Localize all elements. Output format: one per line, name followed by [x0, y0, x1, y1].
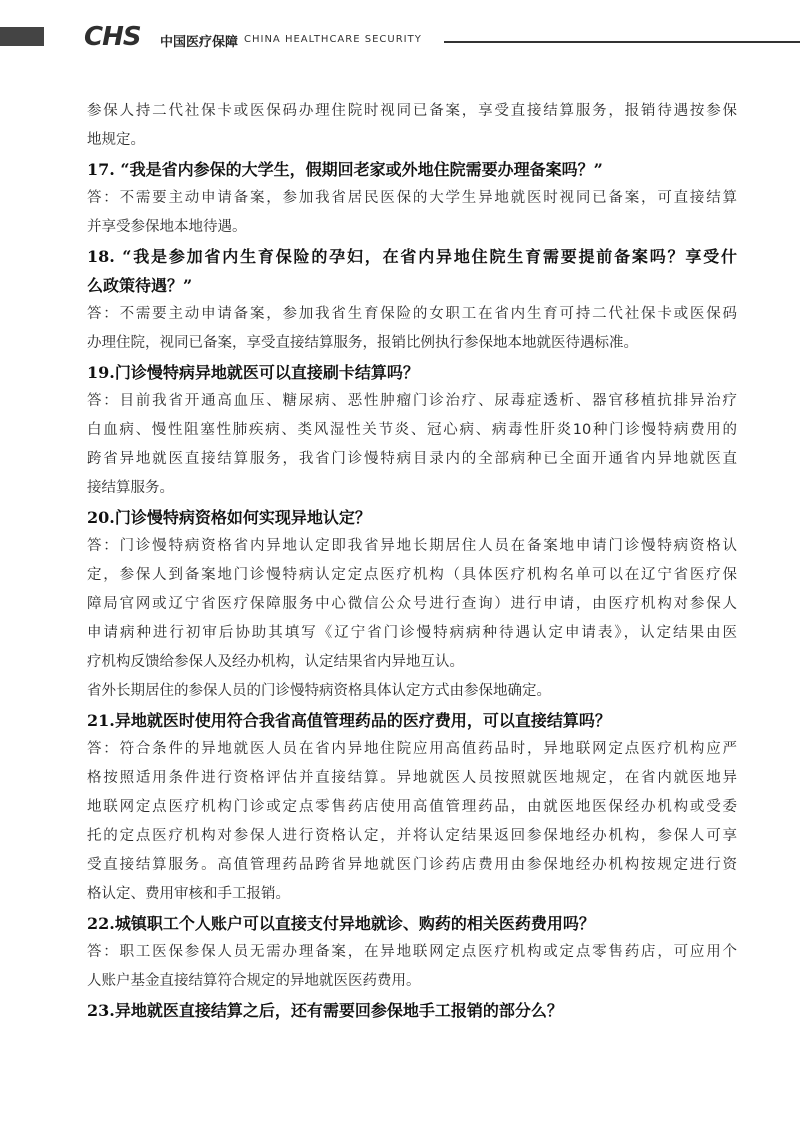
question-line: 23.异地就医直接结算之后，还有需要回参保地手工报销的部分么？ [87, 1001, 563, 1020]
answer-line: 接结算服务。 [87, 480, 174, 496]
question-line: 18. “我是参加省内生育保险的孕妇，在省内异地住院生育需要提前备案吗？享受什 [87, 247, 737, 266]
answer-line: 白血病、慢性阻塞性肺疾病、类风湿性关节炎、冠心病、病毒性肝炎10种门诊慢特病费用的 [87, 422, 737, 438]
question-line: 19.门诊慢特病异地就医可以直接刷卡结算吗？ [87, 363, 419, 382]
answer-line: 地联网定点医疗机构门诊或定点零售药店使用高值管理药品，由就医地医保经办机构或受委 [87, 799, 737, 815]
answer-line: 障局官网或辽宁省医疗保障服务中心微信公众号进行查询）进行申请，由医疗机构对参保人 [87, 596, 737, 612]
answer-line: 格按照适用条件进行资格评估并直接结算。异地就医人员按照就医地规定，在省内就医地异 [87, 770, 737, 786]
answer-line: 办理住院，视同已备案，享受直接结算服务，报销比例执行参保地本地就医待遇标准。 [87, 335, 638, 351]
answer-line: 疗机构反馈给参保人及经办机构，认定结果省内异地互认。 [87, 654, 464, 670]
question-line: 20.门诊慢特病资格如何实现异地认定？ [87, 508, 371, 527]
answer-line: 参保人持二代社保卡或医保码办理住院时视同已备案，享受直接结算服务，报销待遇按参保 [87, 103, 737, 119]
question-line: 22.城镇职工个人账户可以直接支付异地就诊、购药的相关医药费用吗？ [87, 914, 595, 933]
answer-line: 省外长期居住的参保人员的门诊慢特病资格具体认定方式由参保地确定。 [87, 683, 551, 699]
document-body [87, 97, 737, 1025]
header-title-cn: 中国医疗保障 [160, 35, 239, 50]
answer-line: 答：目前我省开通高血压、糖尿病、恶性肿瘤门诊治疗、尿毒症透析、器官移植抗排异治疗 [87, 393, 737, 409]
header-rule [444, 41, 800, 43]
header-dark-block [0, 27, 44, 46]
answer-line: 受直接结算服务。高值管理药品跨省异地就医门诊药店费用由参保地经办机构按规定进行资 [87, 857, 737, 873]
question-line: 21.异地就医时使用符合我省高值管理药品的医疗费用，可以直接结算吗？ [87, 711, 611, 730]
answer-line: 人账户基金直接结算符合规定的异地就医医药费用。 [87, 973, 421, 989]
answer-line: 申请病种进行初审后协助其填写《辽宁省门诊慢特病病种待遇认定申请表》，认定结果由医 [87, 625, 737, 641]
answer-line: 托的定点医疗机构对参保人进行资格认定，并将认定结果返回参保地经办机构，参保人可享 [87, 828, 737, 844]
question-line: 17. “我是省内参保的大学生，假期回老家或外地住院需要办理备案吗？” [87, 160, 603, 179]
answer-line: 跨省异地就医直接结算服务，我省门诊慢特病目录内的全部病种已全面开通省内异地就医直 [87, 451, 737, 467]
answer-line: 答：符合条件的异地就医人员在省内异地住院应用高值药品时，异地联网定点医疗机构应严 [87, 741, 737, 757]
question-line: 么政策待遇？” [87, 276, 193, 295]
chs-logo: CHS [84, 22, 141, 52]
page-header [0, 0, 800, 60]
answer-line: 定，参保人到备案地门诊慢特病认定定点医疗机构（具体医疗机构名单可以在辽宁省医疗保 [87, 567, 737, 583]
answer-line: 答：职工医保参保人员无需办理备案，在异地联网定点医疗机构或定点零售药店，可应用个 [87, 944, 737, 960]
answer-line: 并享受参保地本地待遇。 [87, 219, 247, 235]
answer-line: 地规定。 [87, 132, 145, 148]
answer-line: 答：门诊慢特病资格省内异地认定即我省异地长期居住人员在备案地申请门诊慢特病资格认 [87, 538, 737, 554]
header-title-en: CHINA HEALTHCARE SECURITY [244, 34, 422, 45]
answer-line: 答：不需要主动申请备案，参加我省生育保险的女职工在省内生育可持二代社保卡或医保码 [87, 306, 737, 322]
answer-line: 格认定、费用审核和手工报销。 [87, 886, 290, 902]
answer-line: 答：不需要主动申请备案，参加我省居民医保的大学生异地就医时视同已备案，可直接结算 [87, 190, 737, 206]
